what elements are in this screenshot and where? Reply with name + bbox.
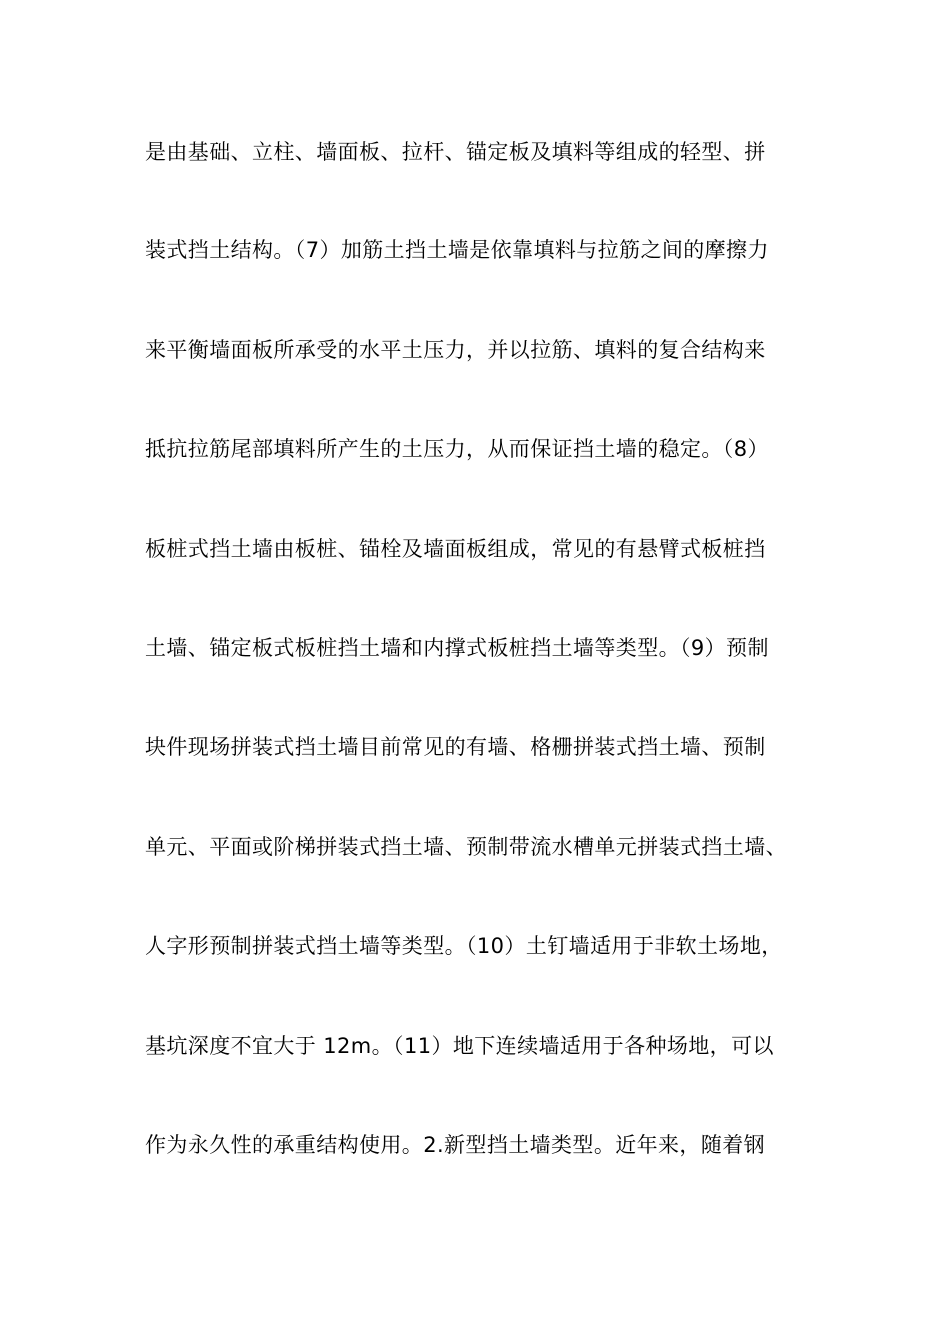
paragraph-line-7: 块件现场拼装式挡土墙目前常见的有墙、格栅拼装式挡土墙、预制 xyxy=(145,735,766,759)
paragraph-line-2: 装式挡土结构。（7）加筋土挡土墙是依靠填料与拉筋之间的摩擦力 xyxy=(145,238,769,262)
paragraph-line-10: 基坑深度不宜大于 12m。（11）地下连续墙适用于各种场地，可以 xyxy=(145,1034,774,1058)
paragraph-line-9: 人字形预制拼装式挡土墙等类型。（10）土钉墙适用于非软土场地， xyxy=(145,934,783,958)
paragraph-line-4: 抵抗拉筋尾部填料所产生的土压力，从而保证挡土墙的稳定。（8） xyxy=(145,437,769,461)
paragraph-line-1: 是由基础、立柱、墙面板、拉杆、锚定板及填料等组成的轻型、拼 xyxy=(145,140,766,164)
paragraph-line-8: 单元、平面或阶梯拼装式挡土墙、预制带流水槽单元拼装式挡土墙、 xyxy=(145,835,787,859)
paragraph-line-5: 板桩式挡土墙由板桩、锚栓及墙面板组成，常见的有悬臂式板桩挡 xyxy=(145,537,766,561)
paragraph-line-3: 来平衡墙面板所承受的水平土压力，并以拉筋、填料的复合结构来 xyxy=(145,338,766,362)
paragraph-line-6: 土墙、锚定板式板桩挡土墙和内撑式板桩挡土墙等类型。（9）预制 xyxy=(145,636,769,660)
paragraph-line-11: 作为永久性的承重结构使用。2.新型挡土墙类型。近年来，随着钢 xyxy=(145,1133,766,1157)
